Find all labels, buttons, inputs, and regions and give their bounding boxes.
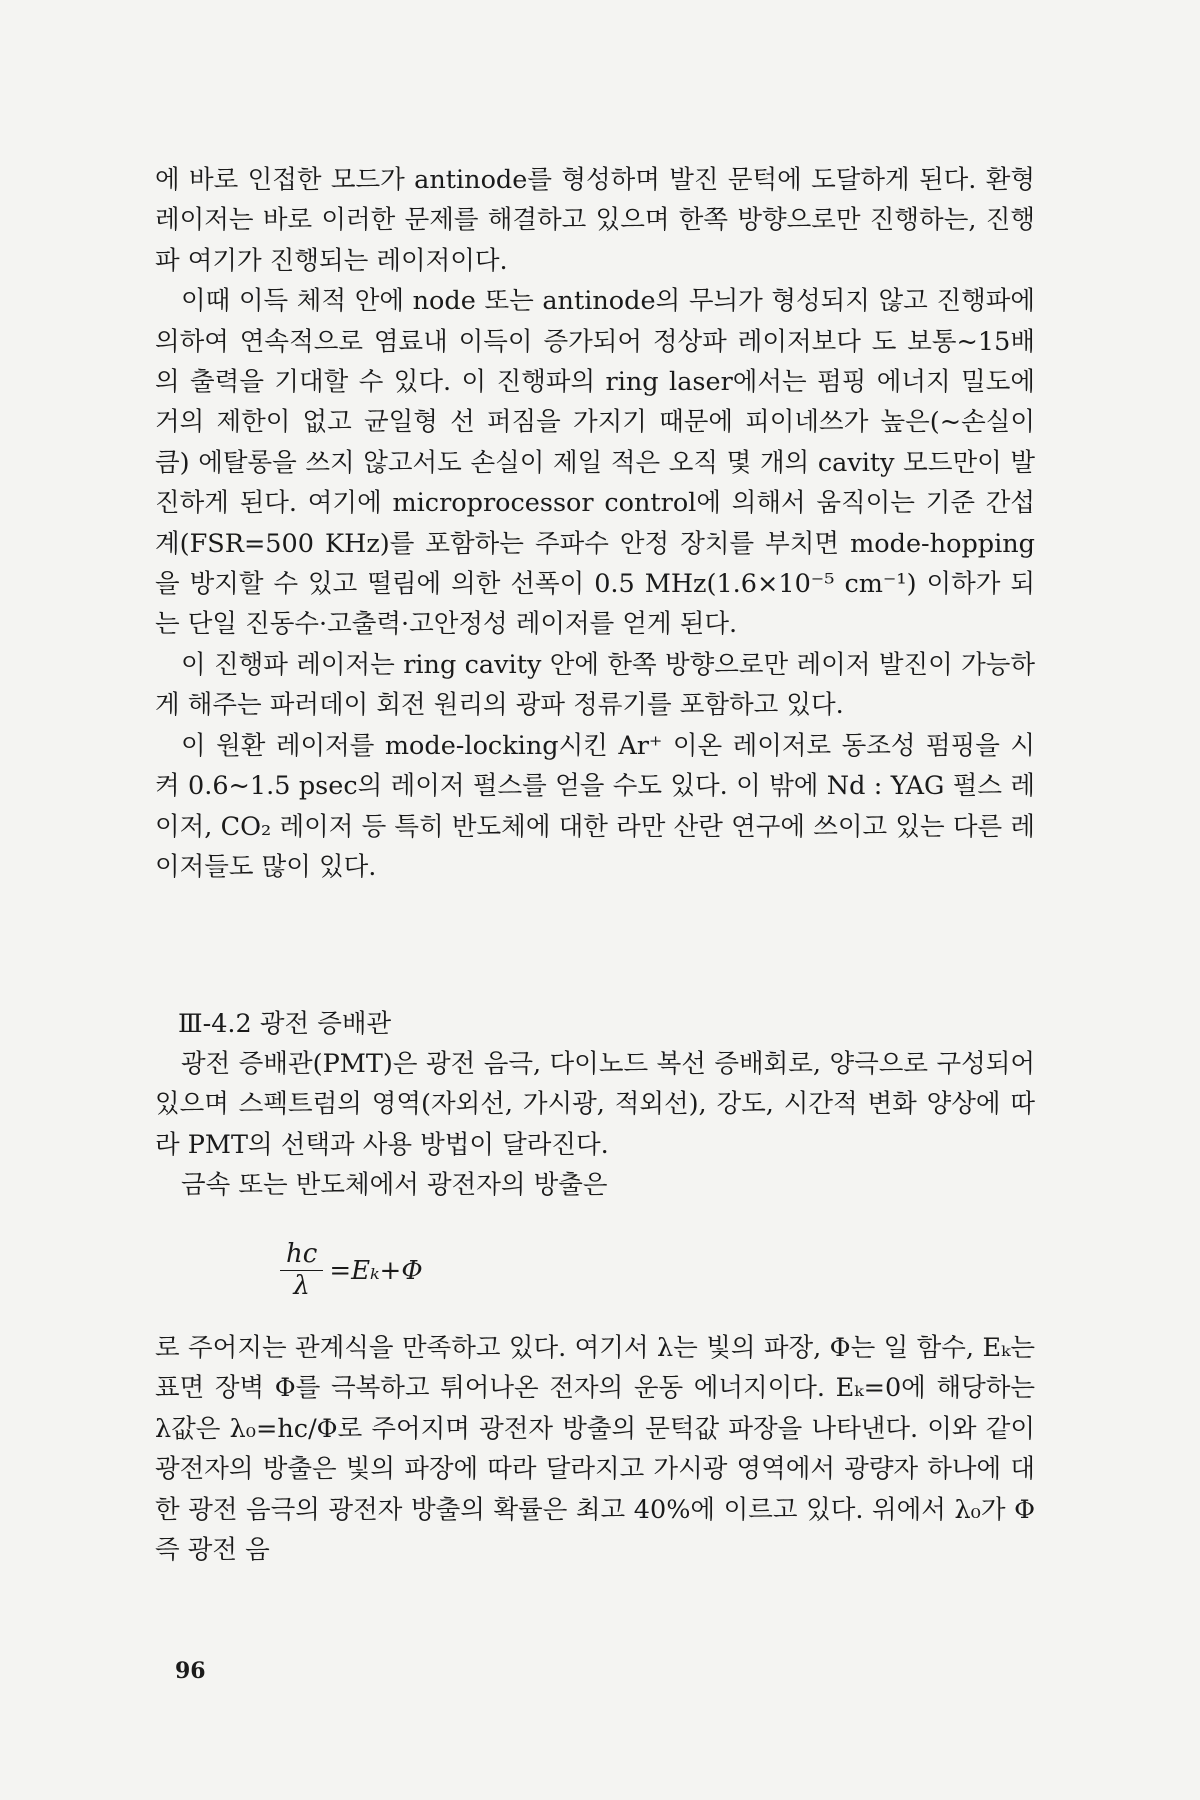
paragraph-faraday-rectifier: 이 진행파 레이저는 ring cavity 안에 한쪽 방향으로만 레이저 발진이 가능하게 해주는 파러데이 회전 원리의 광파 정류기를 포함하고 있다. (155, 649, 1035, 721)
equation-fraction (280, 1240, 323, 1301)
paragraph-traveling-wave: 이때 이득 체적 안에 node 또는 antinode의 무늬가 형성되지 않고 진행파에 의하여 연속적으로 염료내 이득이 증가되어 정상파 레이저보다 도 보통~15배의 출력을 기대할 수 있다. 이 진행파의 ring laser에서는 펌핑 에너지 밀도에 거의 제한이 없고 균일형 선 퍼짐을 가지기 때문에 피이네쓰가 높은(~손실이 큼) 에탈롱을 쓰지 않고서도 손실이 제일 적은 오직 몇 개의 cavity 모드만이 발진하게 된다. 여기에 microprocessor control에 의해서 움직이는 기준 간섭계(FSR=500 KHz)를 포함하는 주파수 안정 장치를 부치면 mode-hopping을 방지할 수 있고 떨림에 의한 선폭이 0.5 MHz(1.6×10⁻⁵ cm⁻¹) 이하가 되는 단일 진동수·고출력·고안정성 레이저를 얻게 된다. (155, 286, 1035, 640)
equation-denominator: λ (293, 1271, 310, 1301)
body-text-top (155, 160, 1035, 887)
equation-numerator: hc (280, 1240, 323, 1271)
equation-rhs: =Eₖ+Φ (329, 1255, 423, 1286)
body-text-mid (155, 1044, 1035, 1206)
paragraph-mode-locking: 이 원환 레이저를 mode-locking시킨 Ar⁺ 이온 레이저로 동조성 펌핑을 시켜 0.6~1.5 psec의 레이저 펄스를 얻을 수도 있다. 이 밖에 Nd : YAG 펄스 레이저, CO₂ 레이저 등 특히 반도체에 대한 라만 산란 연구에 쓰이고 있는 다른 레이저들도 많이 있다. (155, 730, 1035, 882)
section-heading: Ⅲ-4.2 광전 증배관 (178, 1009, 392, 1039)
paragraph-threshold-wavelength: 로 주어지는 관계식을 만족하고 있다. 여기서 λ는 빛의 파장, Φ는 일 함수, Eₖ는 표면 장벽 Φ를 극복하고 튀어나온 전자의 운동 에너지이다. Eₖ=0에 해당하는 λ값은 λ₀=hc/Φ로 주어지며 광전자 방출의 문턱값 파장을 나타낸다. 이와 같이 광전자의 방출은 빛의 파장에 따라 달라지고 가시광 영역에서 광량자 하나에 대한 광전 음극의 광전자 방출의 확률은 최고 40%에 이르고 있다. 위에서 λ₀가 Φ 즉 광전 음 (155, 1333, 1035, 1566)
paragraph-ring-laser-intro: 에 바로 인접한 모드가 antinode를 형성하며 발진 문턱에 도달하게 된다. 환형 레이저는 바로 이러한 문제를 해결하고 있으며 한쪽 방향으로만 진행하는, 진행파 여기가 진행되는 레이저이다. (155, 165, 1035, 276)
paragraph-emission-intro: 금속 또는 반도체에서 광전자의 방출은 (181, 1170, 608, 1201)
paragraph-pmt-intro: 광전 증배관(PMT)은 광전 음극, 다이노드 복선 증배회로, 양극으로 구성되어 있으며 스펙트럼의 영역(자외선, 가시광, 적외선), 강도, 시간적 변화 양상에 따라 PMT의 선택과 사용 방법이 달라진다. (155, 1049, 1035, 1160)
body-text-bottom (155, 1328, 1035, 1570)
page-number: 96 (175, 1658, 206, 1684)
photoelectric-equation (280, 1240, 423, 1301)
